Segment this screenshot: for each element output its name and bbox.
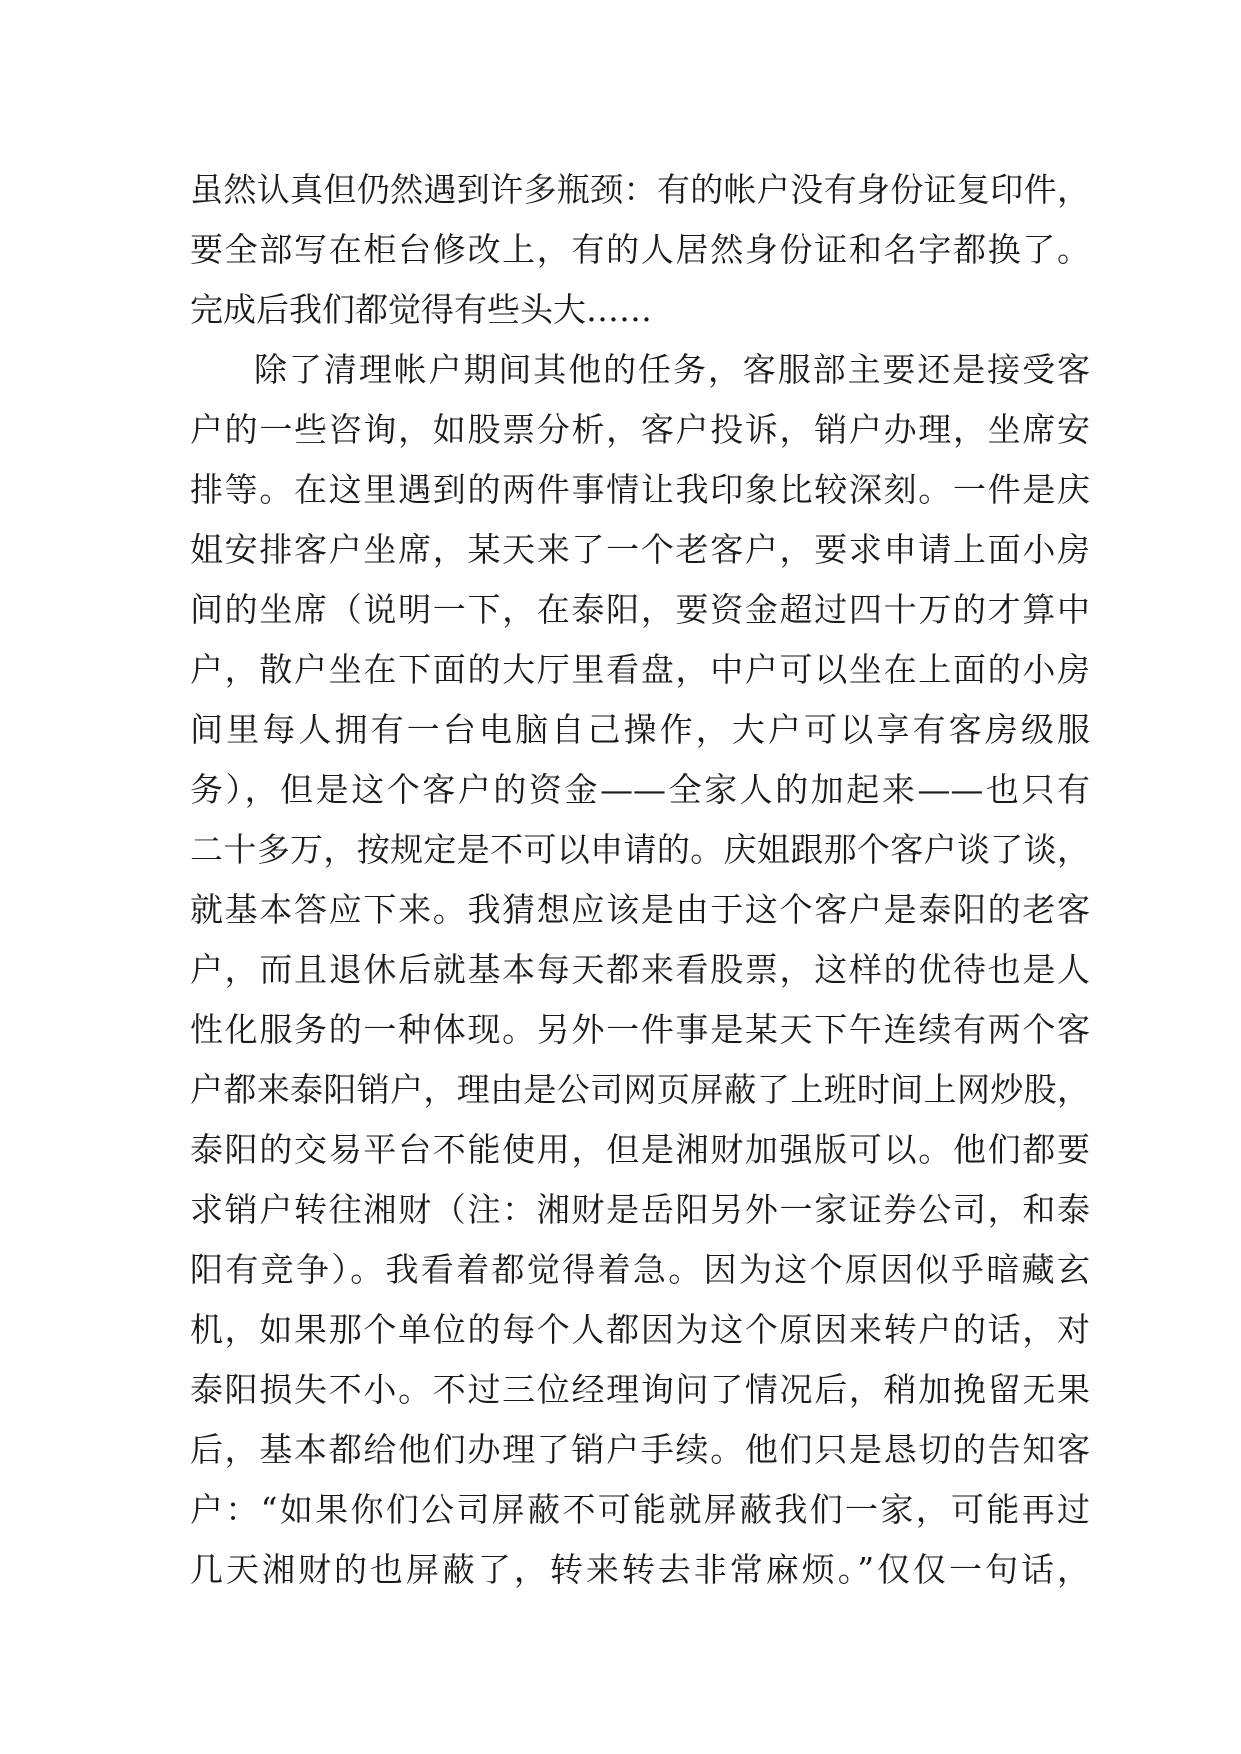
text-line: 二十多万，按规定是不可以申请的。庆姐跟那个客户谈了谈， [190,830,1090,869]
text-line: 户：“如果你们公司屏蔽不可能就屏蔽我们一家，可能再过 [190,1490,1090,1529]
text-line: 户，散户坐在下面的大厅里看盘，中户可以坐在上面的小房 [190,650,1090,689]
text-line: 后，基本都给他们办理了销户手续。他们只是恳切的告知客 [190,1430,1090,1469]
text-line: 间里每人拥有一台电脑自己操作，大户可以享有客房级服 [190,710,1090,749]
text-line: 机，如果那个单位的每个人都因为这个原因来转户的话，对 [190,1310,1090,1349]
text-line: 阳有竞争）。我看着都觉得着急。因为这个原因似乎暗藏玄 [190,1250,1090,1289]
text-line: 泰阳损失不小。不过三位经理询问了情况后，稍加挽留无果 [190,1370,1090,1409]
text-line: 要全部写在柜台修改上，有的人居然身份证和名字都换了。 [190,230,1090,269]
text-line: 就基本答应下来。我猜想应该是由于这个客户是泰阳的老客 [190,890,1090,929]
text-line: 排等。在这里遇到的两件事情让我印象比较深刻。一件是庆 [190,470,1090,509]
text-line: 姐安排客户坐席，某天来了一个老客户，要求申请上面小房 [190,530,1090,569]
text-line: 性化服务的一种体现。另外一件事是某天下午连续有两个客 [190,1010,1090,1049]
text-line: 户都来泰阳销户，理由是公司网页屏蔽了上班时间上网炒股， [190,1070,1090,1109]
text-line: 完成后我们都觉得有些头大…… [190,290,652,329]
paragraph-first-line: 除了清理帐户期间其他的任务，客服部主要还是接受客 [254,350,1090,389]
text-line: 务），但是这个客户的资金——全家人的加起来——也只有 [190,770,1090,809]
text-line: 户的一些咨询，如股票分析，客户投诉，销户办理，坐席安 [190,410,1090,449]
text-line: 虽然认真但仍然遇到许多瓶颈：有的帐户没有身份证复印件， [190,170,1090,209]
body-text [190,160,1090,1600]
text-line: 几天湘财的也屏蔽了，转来转去非常麻烦。”仅仅一句话， [190,1550,1090,1589]
text-line: 求销户转往湘财（注：湘财是岳阳另外一家证券公司，和泰 [190,1190,1090,1229]
text-line: 户，而且退休后就基本每天都来看股票，这样的优待也是人 [190,950,1090,989]
text-line: 间的坐席（说明一下，在泰阳，要资金超过四十万的才算中 [190,590,1090,629]
text-line: 泰阳的交易平台不能使用，但是湘财加强版可以。他们都要 [190,1130,1090,1169]
